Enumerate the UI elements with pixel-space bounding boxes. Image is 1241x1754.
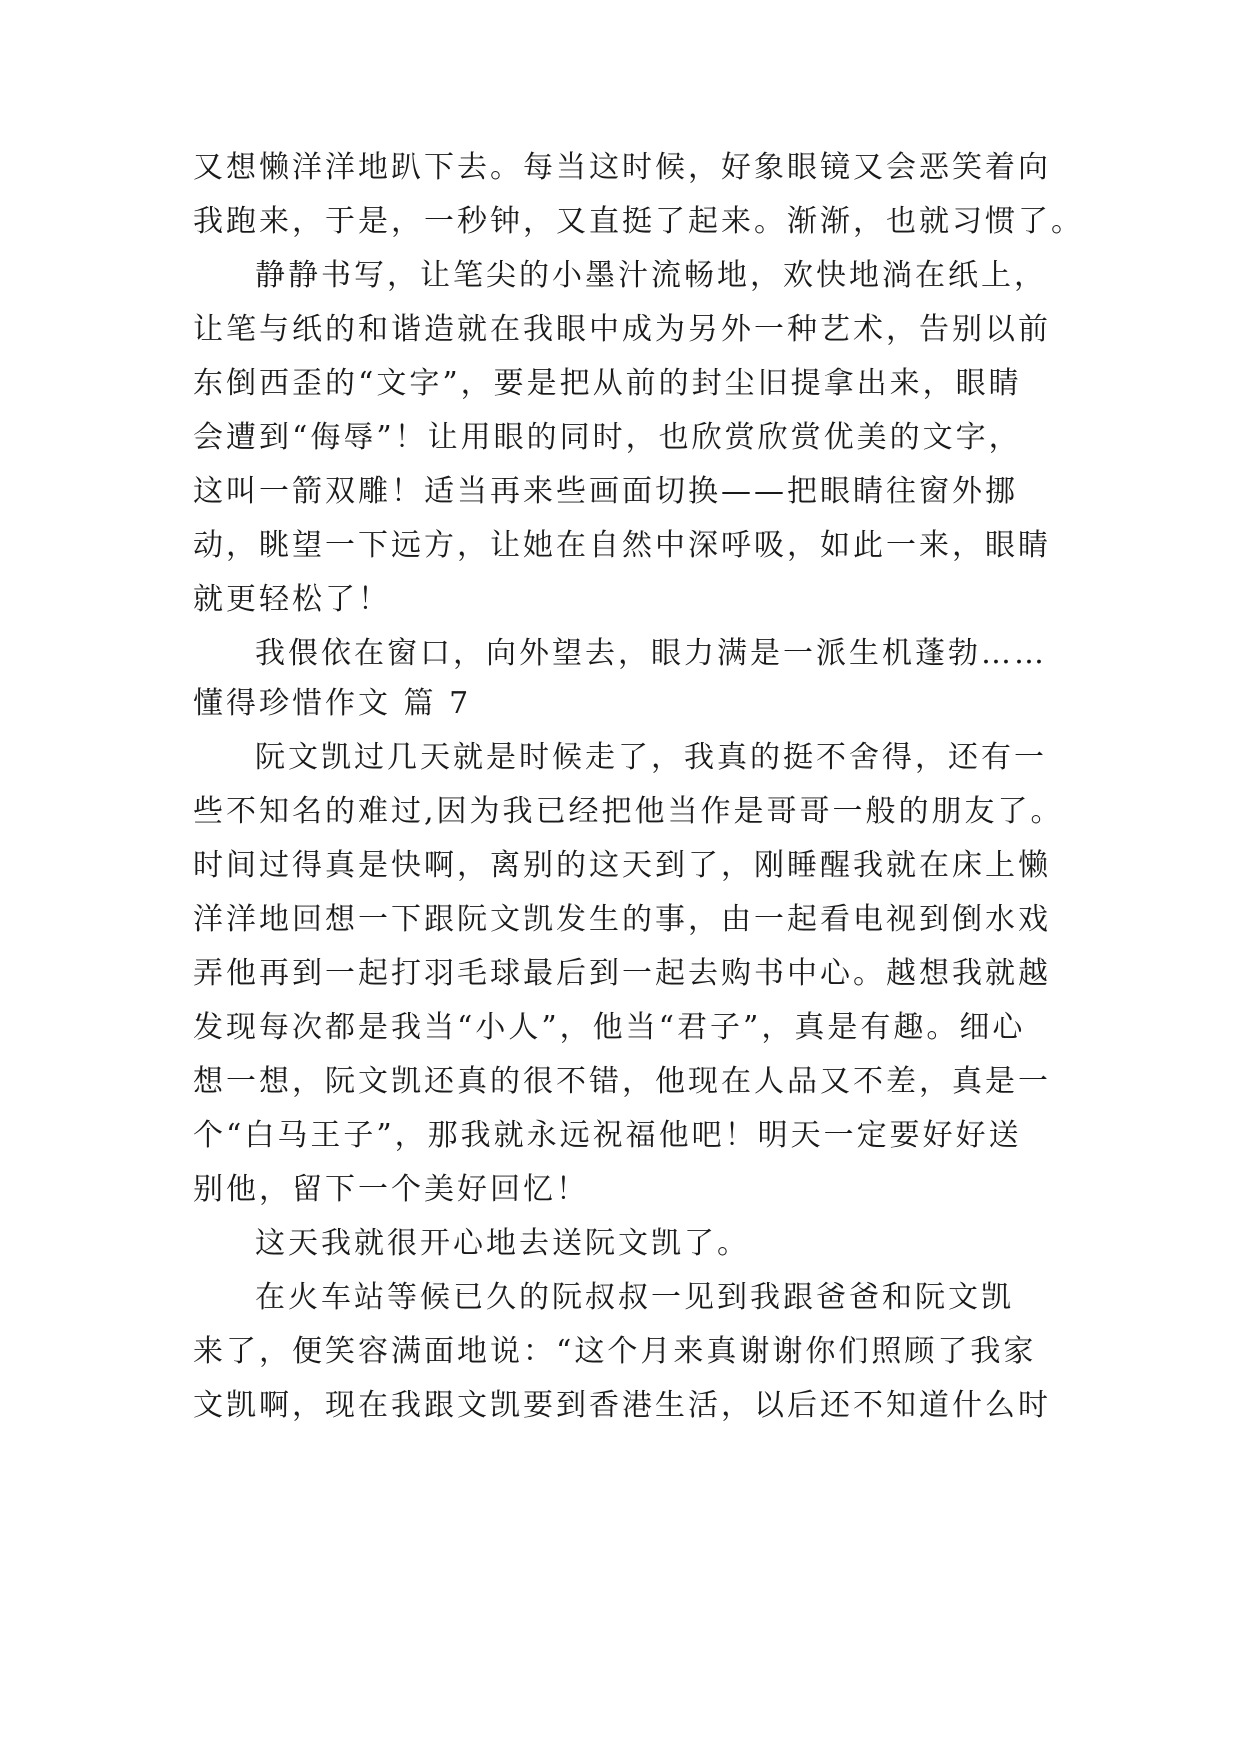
text-line: 弄他再到一起打羽毛球最后到一起去购书中心。越想我就越 bbox=[193, 956, 1051, 991]
paragraph-first-line: 阮文凯过几天就是时候走了，我真的挺不舍得，还有一 bbox=[255, 740, 1047, 775]
section-heading: 懂得珍惜作文 篇 7 bbox=[193, 686, 472, 721]
text-line: 东倒西歪的“文字”，要是把从前的封尘旧提拿出来，眼睛 bbox=[193, 366, 1022, 401]
text-line: 来了，便笑容满面地说：“这个月来真谢谢你们照顾了我家 bbox=[193, 1334, 1037, 1369]
text-line: 这叫一箭双雕！适当再来些画面切换——把眼睛往窗外挪 bbox=[193, 474, 1018, 509]
text-line: 个“白马王子”，那我就永远祝福他吧！明天一定要好好送 bbox=[193, 1118, 1022, 1153]
text-line: 洋洋地回想一下跟阮文凯发生的事，由一起看电视到倒水戏 bbox=[193, 902, 1051, 937]
text-line: 时间过得真是快啊，离别的这天到了，刚睡醒我就在床上懒 bbox=[193, 848, 1051, 883]
text-line: 又想懒洋洋地趴下去。每当这时候，好象眼镜又会恶笑着向 bbox=[193, 150, 1051, 185]
paragraph-first-line: 静静书写，让笔尖的小墨汁流畅地，欢快地淌在纸上， bbox=[255, 258, 1047, 293]
text-line: 发现每次都是我当“小人”，他当“君子”，真是有趣。细心 bbox=[193, 1010, 1026, 1045]
paragraph-first-line: 我偎依在窗口，向外望去，眼力满是一派生机蓬勃…… bbox=[255, 636, 1047, 671]
text-line: 文凯啊，现在我跟文凯要到香港生活，以后还不知道什么时 bbox=[193, 1388, 1051, 1423]
text-line: 我跑来，于是，一秒钟，又直挺了起来。渐渐，也就习惯了。 bbox=[193, 204, 1084, 239]
text-line: 就更轻松了！ bbox=[193, 582, 391, 617]
text-line: 别他，留下一个美好回忆！ bbox=[193, 1172, 589, 1207]
text-line: 动，眺望一下远方，让她在自然中深呼吸，如此一来，眼睛 bbox=[193, 528, 1051, 563]
text-line: 想一想，阮文凯还真的很不错，他现在人品又不差，真是一 bbox=[193, 1064, 1051, 1099]
paragraph-first-line: 在火车站等候已久的阮叔叔一见到我跟爸爸和阮文凯 bbox=[255, 1280, 1014, 1315]
text-line: 些不知名的难过,因为我已经把他当作是哥哥一般的朋友了。 bbox=[193, 794, 1064, 829]
text-line: 让笔与纸的和谐造就在我眼中成为另外一种艺术，告别以前 bbox=[193, 312, 1051, 347]
paragraph-first-line: 这天我就很开心地去送阮文凯了。 bbox=[255, 1226, 750, 1261]
text-line: 会遭到“侮辱”！让用眼的同时，也欣赏欣赏优美的文字， bbox=[193, 420, 1022, 455]
